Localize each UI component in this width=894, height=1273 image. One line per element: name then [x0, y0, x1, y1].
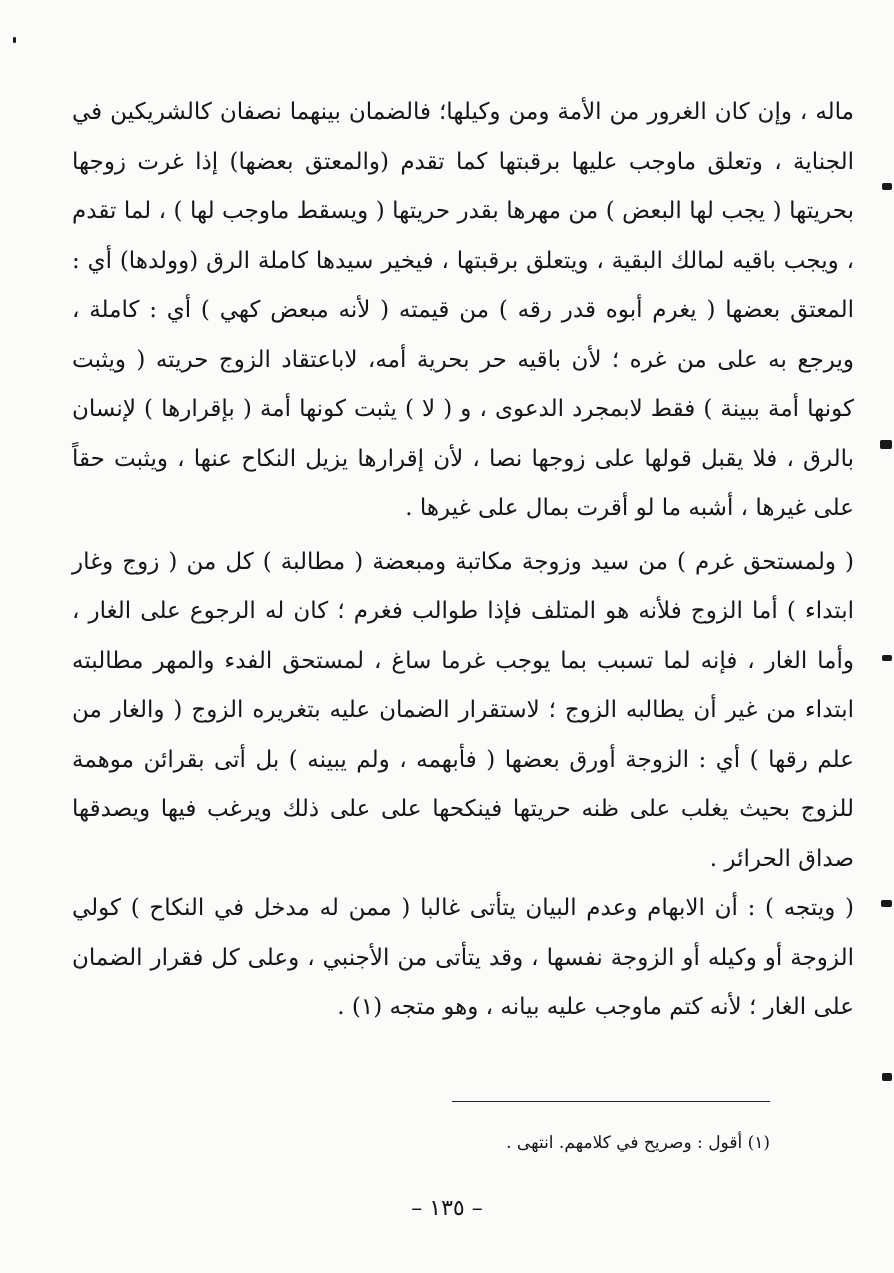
- main-text: [72, 88, 854, 1033]
- binding-mark: [882, 655, 892, 661]
- page-number: – ١٣٥ –: [411, 1196, 483, 1221]
- binding-mark: [882, 1073, 892, 1081]
- footnote-separator: [452, 1101, 770, 1102]
- binding-mark: [882, 183, 892, 190]
- binding-mark: [13, 37, 16, 43]
- paragraph: ماله ، وإن كان الغرور من الأمة ومن وكيلها؛ فالضمان بينهما نصفان كالشريكين في الجناية ، وتعلق ماوجب عليها برقبتها كما تقدم (والمعتق بعضها) إذا غرت زوجها بحريتها ( يجب لها البعض ) من مهرها بقدر حريتها ( ويسقط ماوجب لها ) ، لما تقدم ، ويجب باقيه لمالك البقية ، ويتعلق برقبتها ، فيخير سيدها كاملة الرق (وولدها) أي : المعتق بعضها ( يغرم أبوه قدر رقه ) من قيمته ( لأنه مبعض كهي ) أي : كاملة ، ويرجع به على من غره ؛ لأن باقيه حر بحرية أمه، لاباعتقاد الزوج حريته ( ويثبت كونها أمة ببينة ) فقط لابمجرد الدعوى ، و ( لا ) يثبت كونها أمة ( بإقرارها ) لإنسان بالرق ، فلا يقبل قولها على زوجها نصا ، لأن إقرارها يزيل النكاح عنها ، ويثبت حقاً على غيرها ، أشبه ما لو أقرت بمال على غيرها .: [72, 99, 854, 521]
- binding-mark: [881, 900, 892, 907]
- paragraph: ( ويتجه ) : أن الابهام وعدم البيان يتأتى غالبا ( ممن له مدخل في النكاح ) كولي الزوجة أو وكيله أو الزوجة نفسها ، وقد يتأتى من الأجنبي ، وعلى كل فقرار الضمان على الغار ؛ لأنه كتم ماوجب عليه بيانه ، وهو متجه (١) .: [72, 895, 855, 1020]
- footnote: (١) أقول : وصريح في كلامهم. انتهى .: [506, 1133, 770, 1153]
- binding-mark: [880, 440, 892, 449]
- paragraph: ( ولمستحق غرم ) من سيد وزوجة مكاتبة ومبعضة ( مطالبة ) كل من ( زوج وغار ابتداء ) أما الزوج فلأنه هو المتلف فإذا طوالب فغرم ؛ كان له الرجوع على الغار ، وأما الغار ، فإنه لما تسبب بما يوجب غرما ساغ ، لمستحق الفدء والمهر مطالبته ابتداء من غير أن يطالبه الزوج ؛ لاستقرار الضمان عليه بتغريره الزوج ( والغار من علم رقها ) أي : الزوجة أورق بعضها ( فأبهمه ، ولم يبينه ) بل أتى بقرائن موهمة للزوج بحيث يغلب على ظنه حريتها فينكحها على على ذلك ويرغب فيها ويصدقها صداق الحرائر .: [72, 548, 854, 872]
